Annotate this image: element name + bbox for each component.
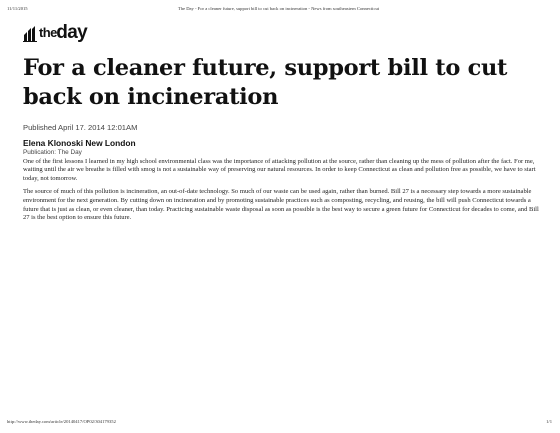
the-day-mark-icon [23,25,38,42]
print-date: 11/11/2015 [7,6,28,11]
logo-wordmark [39,23,87,42]
article-headline: For a cleaner future, support bill to cut back on incineration [23,55,508,110]
logo-prefix: the [39,25,57,40]
print-url[interactable]: http://www.theday.com/article/20140417/OP02/304179352 [7,419,116,424]
article-paragraph: One of the first lessons I learned in my high school environmental class was the importance of attacking pollution at the source, rather than cleaning up the mess of pollution after the fact. For me, waiting until the air we breathe is filled with smog is not a sustainable way of preserving our natural resources. In order to keep Connecticut as clean and pollution free as possible, we have to start today, not tomorrow. [23,157,536,183]
print-footer [7,419,552,427]
published-date: Published April 17. 2014 12:01AM [23,123,138,132]
print-page-number: 1/1 [546,419,552,424]
print-page-title: The Day - For a cleaner future, support bill to cut back on incineration - News from southeastern Connecticut [177,6,380,11]
author-byline: Elena Klonoski New London [23,138,136,148]
article [23,54,543,227]
article-body [23,158,543,224]
article-paragraph: The source of much of this pollution is incineration, an out-of-date technology. So much of our waste can be used again, rather than burned. Bill 27 is a necessary step towards a more sustainable environment for the next generation. By cutting down on incineration and by promoting sustainable practices such as composting, recycling, and reusing, the bill will push Connecticut towards a future that is just as clean, or even cleaner, than today. Practicing sustainable waste disposal as soon as possible is the best way to secure a green future for Connecticut for decades to come, and Bill 27 is the best option to ensure this future. [23,187,539,222]
publication-name: Publication: The Day [23,149,82,156]
the-day-logo[interactable] [23,20,87,42]
print-header [7,6,550,16]
logo-name: day [56,22,88,43]
